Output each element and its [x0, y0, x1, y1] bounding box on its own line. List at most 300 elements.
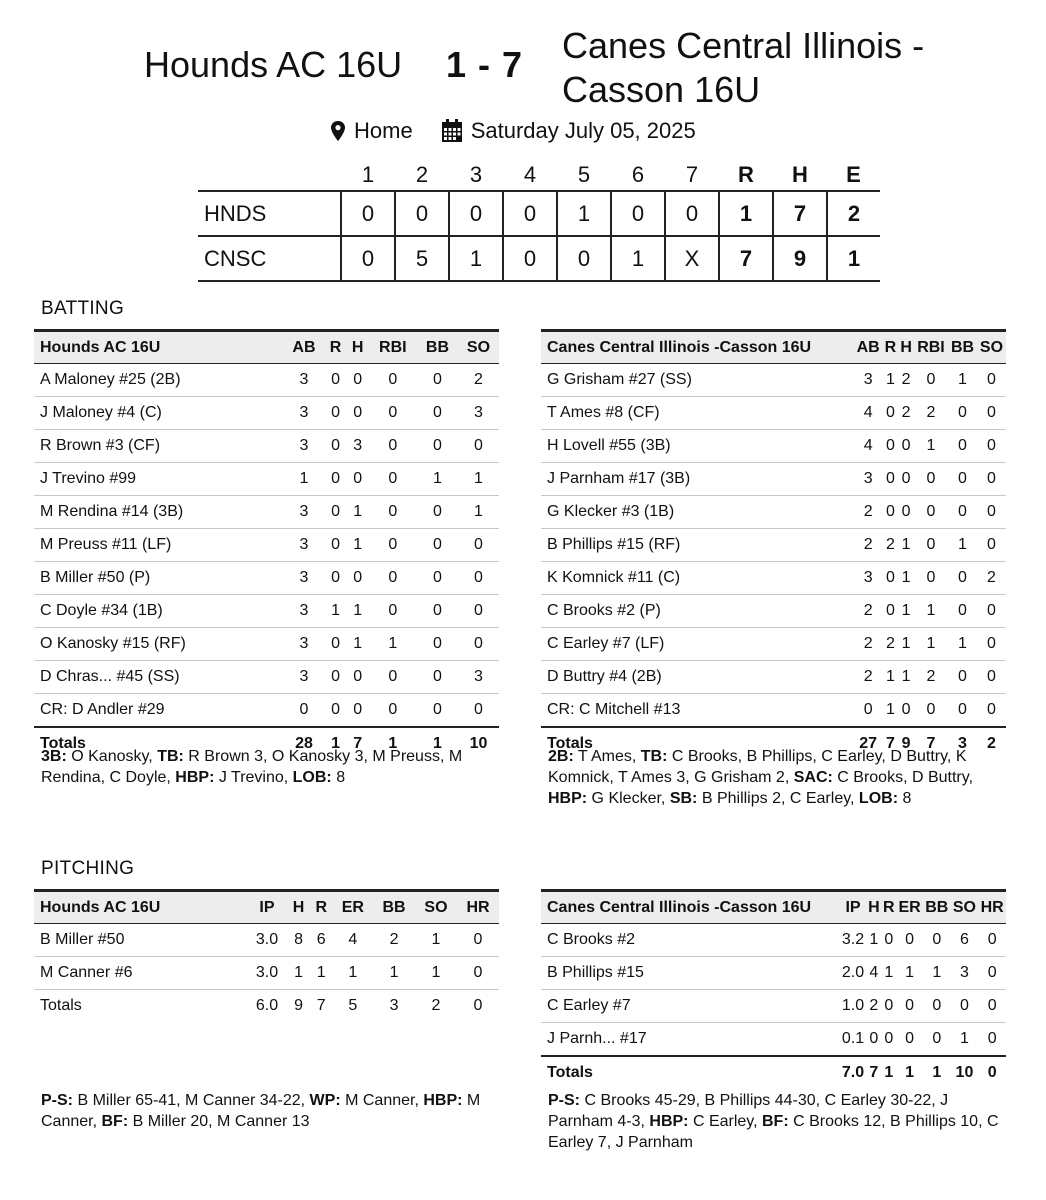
note-value: C Brooks 12, B Phillips 10, C Earley 7, J Parnham — [548, 1113, 999, 1151]
stat-cell: 0 — [347, 463, 369, 496]
stat-cell: 0 — [898, 463, 914, 496]
stat-cell: 2 — [883, 529, 899, 562]
stat-header: IP — [247, 891, 288, 924]
note-value: B Miller 65-41, M Canner 34-22, — [73, 1092, 310, 1109]
player-row — [541, 364, 1006, 397]
stat-cell: 0 — [978, 957, 1006, 990]
note-value: T Ames, — [573, 748, 641, 765]
stat-cell: 1 — [948, 529, 977, 562]
player-row — [34, 430, 499, 463]
inning-score: 1 — [611, 236, 665, 281]
stat-cell: 0 — [883, 595, 899, 628]
hits-header: H — [792, 162, 808, 187]
stat-cell: 0 — [324, 694, 346, 728]
stat-cell: 0 — [324, 529, 346, 562]
player-row — [34, 694, 499, 728]
stat-cell: 0 — [948, 463, 977, 496]
inning-header: 7 — [685, 162, 699, 187]
stat-cell: 3 — [854, 463, 883, 496]
stat-cell: 0 — [324, 661, 346, 694]
stat-cell: 0 — [369, 397, 417, 430]
player-name: G Grisham #27 (SS) — [541, 364, 854, 397]
stat-cell: 1 — [898, 628, 914, 661]
player-name: C Brooks #2 — [541, 924, 840, 957]
stat-header: HR — [457, 891, 499, 924]
stat-cell: 1 — [881, 957, 896, 990]
stat-header: HR — [978, 891, 1006, 924]
note-key: TB: — [157, 748, 184, 765]
stat-cell: 0 — [369, 496, 417, 529]
player-row — [541, 595, 1006, 628]
player-name: B Phillips #15 (RF) — [541, 529, 854, 562]
stat-cell: 1 — [898, 562, 914, 595]
stat-cell: 0 — [347, 661, 369, 694]
stat-cell: 0 — [369, 364, 417, 397]
inning-header: 3 — [469, 162, 483, 187]
inning-header: 4 — [523, 162, 537, 187]
stat-cell: 1 — [310, 957, 333, 990]
totals-row — [541, 1056, 1006, 1089]
stat-cell: 0 — [914, 496, 948, 529]
stat-cell: 0 — [369, 661, 417, 694]
stat-cell: 0 — [458, 529, 499, 562]
stat-cell: 0 — [324, 463, 346, 496]
player-name: J Parnham #17 (3B) — [541, 463, 854, 496]
stat-cell: 0 — [914, 463, 948, 496]
player-row — [541, 496, 1006, 529]
game-meta — [330, 118, 696, 144]
note-key: LOB: — [292, 769, 332, 786]
player-name: D Chras... #45 (SS) — [34, 661, 283, 694]
player-row — [541, 957, 1006, 990]
home-pitching-table — [541, 889, 1006, 1089]
stat-header: IP — [840, 891, 867, 924]
stat-cell: 3 — [458, 661, 499, 694]
player-name: H Lovell #55 (3B) — [541, 430, 854, 463]
player-row — [34, 529, 499, 562]
team-header: Canes Central Illinois -Casson 16U — [541, 891, 840, 924]
player-name: B Miller #50 — [34, 924, 247, 957]
note-value: C Brooks, D Buttry, — [832, 769, 974, 786]
totals-cell: 7 — [310, 990, 333, 1023]
player-name: M Preuss #11 (LF) — [34, 529, 283, 562]
note-key: P-S: — [41, 1092, 73, 1109]
stat-cell: 0 — [324, 364, 346, 397]
inning-header: 5 — [577, 162, 591, 187]
stat-cell: 0 — [914, 364, 948, 397]
stat-cell: 2 — [854, 661, 883, 694]
totals-cell: 1 — [369, 727, 417, 760]
player-name: M Canner #6 — [34, 957, 247, 990]
home-pitching-notes — [548, 1090, 1013, 1153]
stat-cell: 1 — [898, 529, 914, 562]
errors-header: E — [846, 162, 861, 187]
inning-score: 0 — [395, 191, 449, 236]
stat-header: RBI — [914, 331, 948, 364]
stat-header: RBI — [369, 331, 417, 364]
stat-cell: 0 — [458, 430, 499, 463]
note-key: 2B: — [548, 748, 574, 765]
stat-cell: 0 — [417, 628, 458, 661]
player-name: A Maloney #25 (2B) — [34, 364, 283, 397]
away-pitching-notes — [41, 1090, 506, 1132]
stat-cell: 1 — [948, 364, 977, 397]
inning-score: 0 — [503, 236, 557, 281]
player-row — [541, 694, 1006, 728]
totals-cell: 1 — [923, 1056, 951, 1089]
stat-cell: 1 — [948, 628, 977, 661]
stat-header: SO — [458, 331, 499, 364]
stat-cell: 3 — [854, 562, 883, 595]
location — [330, 118, 413, 144]
player-row — [541, 990, 1006, 1023]
stat-header: BB — [373, 891, 415, 924]
stat-cell: 0 — [977, 364, 1006, 397]
stat-cell: 1 — [347, 628, 369, 661]
stat-cell: 4 — [854, 430, 883, 463]
stat-cell: 0 — [369, 562, 417, 595]
stat-cell: 0 — [369, 529, 417, 562]
stat-header: ER — [896, 891, 923, 924]
inning-header: 6 — [631, 162, 645, 187]
stat-cell: 6 — [310, 924, 333, 957]
inning-score: 0 — [449, 191, 503, 236]
note-key: BF: — [762, 1113, 789, 1130]
stat-cell: 0 — [417, 364, 458, 397]
totals-cell: 28 — [283, 727, 324, 760]
inning-score: 0 — [503, 191, 557, 236]
totals-cell: 1 — [881, 1056, 896, 1089]
stat-cell: 0 — [978, 1023, 1006, 1057]
player-name: K Komnick #11 (C) — [541, 562, 854, 595]
stat-header: R — [310, 891, 333, 924]
stat-cell: 0 — [457, 957, 499, 990]
line-score-row — [198, 191, 880, 236]
stat-header: SO — [415, 891, 457, 924]
stat-cell: 0 — [896, 1023, 923, 1057]
player-name: CR: D Andler #29 — [34, 694, 283, 728]
stat-cell: 3 — [854, 364, 883, 397]
totals-cell: 2 — [977, 727, 1006, 760]
inning-header: 1 — [361, 162, 375, 187]
inning-score: 0 — [665, 191, 719, 236]
stat-cell: 1 — [283, 463, 324, 496]
totals-cell: 3 — [948, 727, 977, 760]
stat-header: H — [347, 331, 369, 364]
stat-header: ER — [333, 891, 373, 924]
pitching-section-title: PITCHING — [41, 858, 135, 879]
stat-cell: 1 — [333, 957, 373, 990]
header-row — [541, 891, 1006, 924]
stat-cell: 3 — [283, 430, 324, 463]
note-key: HBP: — [423, 1092, 463, 1109]
stat-cell: 1 — [898, 661, 914, 694]
note-value: C Brooks 45-29, B Phillips 44-30, C Earley 30-22, J Parnham 4-3, — [548, 1092, 949, 1130]
calendar-icon — [441, 119, 463, 143]
stat-cell: 0 — [417, 430, 458, 463]
note-value: J Trevino, — [214, 769, 293, 786]
stat-cell: 1 — [458, 463, 499, 496]
stat-cell: 0 — [898, 496, 914, 529]
stat-cell: 0 — [417, 661, 458, 694]
stat-cell: 0 — [881, 990, 896, 1023]
totals-cell: 7 — [914, 727, 948, 760]
player-row — [34, 463, 499, 496]
stat-cell: 1 — [923, 957, 951, 990]
stat-cell: 2 — [883, 628, 899, 661]
line-score — [198, 160, 880, 282]
inning-score: 0 — [611, 191, 665, 236]
stat-header: SO — [977, 331, 1006, 364]
player-row — [541, 1023, 1006, 1057]
stat-header: H — [898, 331, 914, 364]
stat-cell: 2 — [898, 364, 914, 397]
stat-cell: 0 — [458, 595, 499, 628]
note-key: 3B: — [41, 748, 67, 765]
stat-cell: 0 — [948, 661, 977, 694]
player-row — [34, 924, 499, 957]
stat-cell: 3 — [951, 957, 979, 990]
totals-label: Totals — [541, 1056, 840, 1089]
totals-label: Totals — [541, 727, 854, 760]
stat-cell: 0 — [951, 990, 979, 1023]
stat-cell: 2 — [977, 562, 1006, 595]
player-name: C Earley #7 (LF) — [541, 628, 854, 661]
totals-cell: 0 — [457, 990, 499, 1023]
stat-cell: 2 — [854, 628, 883, 661]
stat-cell: 0 — [458, 562, 499, 595]
totals-cell: 2 — [415, 990, 457, 1023]
stat-cell: 0 — [898, 694, 914, 728]
stat-header: H — [287, 891, 310, 924]
stat-cell: 0 — [417, 529, 458, 562]
stat-cell: 1 — [458, 496, 499, 529]
line-score-team: CNSC — [198, 236, 341, 281]
table-header — [541, 891, 1006, 924]
stat-cell: 0 — [347, 364, 369, 397]
hits-total: 9 — [773, 236, 827, 281]
stat-cell: 1 — [417, 463, 458, 496]
player-name: C Doyle #34 (1B) — [34, 595, 283, 628]
inning-score: 0 — [341, 236, 395, 281]
stat-cell: 0 — [883, 463, 899, 496]
player-row — [541, 628, 1006, 661]
map-pin-icon — [330, 120, 346, 142]
totals-cell: 3 — [373, 990, 415, 1023]
stat-cell: 2 — [914, 397, 948, 430]
player-row — [541, 463, 1006, 496]
errors-total: 2 — [827, 191, 880, 236]
player-name: D Buttry #4 (2B) — [541, 661, 854, 694]
header-row — [541, 331, 1006, 364]
stat-cell: 0 — [881, 1023, 896, 1057]
header-row — [34, 331, 499, 364]
stat-cell: 0 — [948, 430, 977, 463]
player-name: C Earley #7 — [541, 990, 840, 1023]
stat-cell: 1 — [914, 595, 948, 628]
player-name: O Kanosky #15 (RF) — [34, 628, 283, 661]
player-name: T Ames #8 (CF) — [541, 397, 854, 430]
note-value: B Phillips 2, C Earley, — [697, 790, 859, 807]
stat-cell: 1 — [373, 957, 415, 990]
inning-score: 0 — [557, 236, 611, 281]
stat-cell: 0 — [883, 430, 899, 463]
player-row — [541, 397, 1006, 430]
stat-header: SO — [951, 891, 979, 924]
stat-header: AB — [283, 331, 324, 364]
table-header — [541, 331, 1006, 364]
home-batting-table — [541, 329, 1006, 760]
note-key: SAC: — [793, 769, 833, 786]
totals-cell: 9 — [898, 727, 914, 760]
stat-cell: 0 — [881, 924, 896, 957]
stat-cell: 0 — [866, 1023, 881, 1057]
stat-cell: 3 — [283, 529, 324, 562]
totals-cell: 7.0 — [840, 1056, 867, 1089]
stat-cell: 0 — [417, 694, 458, 728]
stat-cell: 0.1 — [840, 1023, 867, 1057]
stat-cell: 0 — [457, 924, 499, 957]
stat-cell: 3 — [347, 430, 369, 463]
stat-cell: 1 — [347, 529, 369, 562]
player-name: C Brooks #2 (P) — [541, 595, 854, 628]
stat-cell: 0 — [417, 496, 458, 529]
stat-cell: 0 — [914, 529, 948, 562]
stat-cell: 0 — [923, 924, 951, 957]
stat-header: R — [324, 331, 346, 364]
stat-cell: 0 — [977, 595, 1006, 628]
note-key: P-S: — [548, 1092, 580, 1109]
player-name: G Klecker #3 (1B) — [541, 496, 854, 529]
stat-cell: 0 — [923, 1023, 951, 1057]
inning-score: 1 — [449, 236, 503, 281]
totals-cell: 1 — [417, 727, 458, 760]
stat-cell: 2 — [854, 595, 883, 628]
stat-cell: 1.0 — [840, 990, 867, 1023]
note-value: 8 — [898, 790, 912, 807]
stat-cell: 0 — [948, 595, 977, 628]
game-date — [441, 118, 696, 144]
stat-cell: 0 — [978, 924, 1006, 957]
player-row — [541, 661, 1006, 694]
player-row — [541, 924, 1006, 957]
stat-cell: 0 — [948, 397, 977, 430]
stat-cell: 0 — [896, 924, 923, 957]
note-value: 8 — [331, 769, 346, 786]
stat-cell: 2 — [898, 397, 914, 430]
stat-cell: 1 — [883, 694, 899, 728]
location-label: Home — [354, 118, 413, 143]
stat-header: BB — [923, 891, 951, 924]
stat-cell: 0 — [977, 463, 1006, 496]
stat-cell: 0 — [324, 397, 346, 430]
note-value: R Brown 3, O Kanosky 3, M Preuss, M Rendina, C Doyle, — [41, 748, 463, 786]
table-body — [541, 364, 1006, 761]
away-batting-notes — [41, 746, 506, 788]
stat-cell: 0 — [347, 694, 369, 728]
stat-cell: 1 — [415, 957, 457, 990]
player-name: J Trevino #99 — [34, 463, 283, 496]
stat-cell: 0 — [977, 496, 1006, 529]
note-value: M Canner, — [41, 1092, 481, 1130]
stat-cell: 3 — [283, 595, 324, 628]
errors-total: 1 — [827, 236, 880, 281]
stat-cell: 0 — [324, 628, 346, 661]
stat-cell: 0 — [369, 595, 417, 628]
totals-cell: 10 — [458, 727, 499, 760]
stat-cell: 0 — [883, 562, 899, 595]
stat-cell: 3.0 — [247, 924, 288, 957]
stat-cell: 3 — [283, 397, 324, 430]
stat-cell: 1 — [369, 628, 417, 661]
stat-cell: 0 — [883, 397, 899, 430]
away-team-name: Hounds AC 16U — [144, 44, 403, 85]
stat-cell: 0 — [977, 397, 1006, 430]
stat-cell: 0 — [347, 562, 369, 595]
stat-cell: 3 — [283, 628, 324, 661]
player-name: J Parnh... #17 — [541, 1023, 840, 1057]
team-header: Hounds AC 16U — [34, 891, 247, 924]
stat-cell: 1 — [898, 595, 914, 628]
stat-cell: 3.0 — [247, 957, 288, 990]
stat-cell: 0 — [458, 628, 499, 661]
player-row — [34, 397, 499, 430]
stat-cell: 0 — [914, 562, 948, 595]
stat-cell: 3 — [458, 397, 499, 430]
note-key: HBP: — [548, 790, 588, 807]
note-value: C Earley, — [688, 1113, 762, 1130]
stat-cell: 0 — [347, 397, 369, 430]
player-name: R Brown #3 (CF) — [34, 430, 283, 463]
inning-score: 1 — [557, 191, 611, 236]
stat-cell: 0 — [369, 430, 417, 463]
line-score-row — [198, 236, 880, 281]
stat-header: H — [866, 891, 881, 924]
note-value: O Kanosky, — [66, 748, 158, 765]
stat-cell: 0 — [883, 496, 899, 529]
player-row — [34, 957, 499, 990]
note-value: G Klecker, — [587, 790, 670, 807]
player-name: CR: C Mitchell #13 — [541, 694, 854, 728]
team-header: Hounds AC 16U — [34, 331, 283, 364]
stat-cell: 0 — [417, 562, 458, 595]
table-body — [541, 924, 1006, 1090]
stat-header: R — [881, 891, 896, 924]
table-header — [34, 891, 499, 924]
note-key: TB: — [640, 748, 668, 765]
player-row — [541, 529, 1006, 562]
inning-score: 0 — [341, 191, 395, 236]
totals-label: Totals — [34, 727, 283, 760]
away-pitching-table — [34, 889, 499, 1022]
stat-cell: 4 — [333, 924, 373, 957]
totals-cell: 7 — [347, 727, 369, 760]
player-name: J Maloney #4 (C) — [34, 397, 283, 430]
stat-cell: 0 — [948, 562, 977, 595]
stat-cell: 0 — [369, 463, 417, 496]
stat-cell: 3 — [283, 661, 324, 694]
inning-score: 5 — [395, 236, 449, 281]
stat-cell: 1 — [896, 957, 923, 990]
date-label: Saturday July 05, 2025 — [470, 118, 696, 143]
stat-cell: 0 — [854, 694, 883, 728]
home-team-name: Canes Central Illinois -Casson 16U — [562, 25, 925, 110]
note-key: SB: — [669, 790, 698, 807]
table-body — [34, 364, 499, 761]
runs-total: 1 — [719, 191, 773, 236]
player-row — [34, 496, 499, 529]
stat-cell: 0 — [977, 694, 1006, 728]
